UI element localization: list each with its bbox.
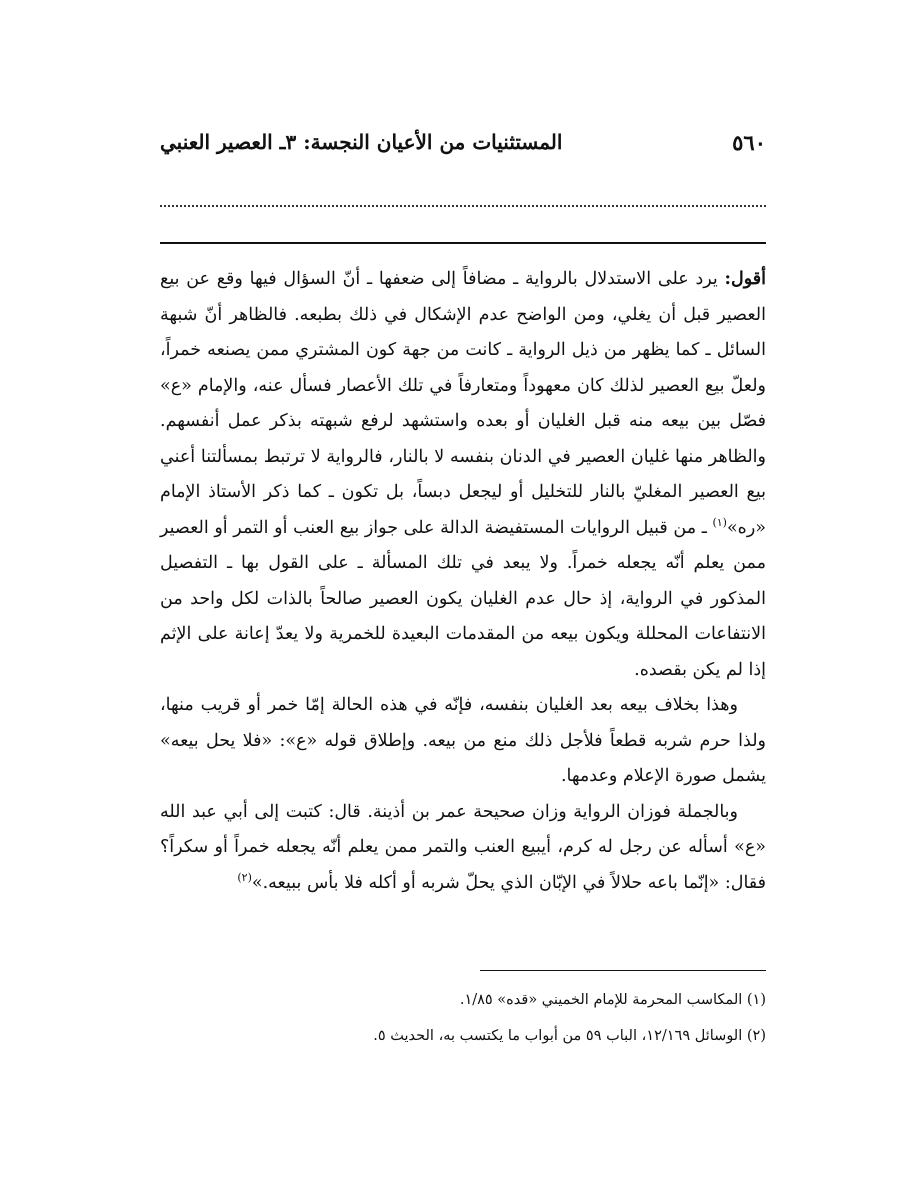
page-header [160,128,766,162]
footnote-1: (١) المكاسب المحرمة للإمام الخميني «قده» ١/٨٥. [459,992,766,1008]
footnotes [160,982,766,1054]
paragraph-1 [160,262,766,688]
paragraph-3-text: وبالجملة فوزان الرواية وزان صحيحة عمر بن أذينة. قال: كتبت إلى أبي عبد الله «ع» أسأله عن رجل له كرم، أيبيع العنب والتمر ممن يعلم أنّه يجعله خمراً أو سكراً؟ فقال: «إنّما باعه حلالاً في الإبّان الذي يحلّ شربه أو أكله فلا بأس ببيعه.» [160,801,766,893]
paragraph-1-text: يرد على الاستدلال بالرواية ـ مضافاً إلى ضعفها ـ أنّ السؤال فيها وقع عن بيع العصير قبل أن يغلي، ومن الواضح عدم الإشكال في ذلك بطبعه. فالظاهر أنّ شبهة السائل ـ كما يظهر من ذيل الرواية ـ كانت من جهة كون المشتري ممن يصنعه خمراً، ولعلّ بيع العصير لذلك كان معهوداً ومتعارفاً في تلك الأعصار فسأل عنه، والإمام «ع» فصّل بين بيعه منه قبل الغليان أو بعده واستشهد لرفع شبهته بذكر عمل أنفسهم. والظاهر منها غليان العصير في الدنان بنفسه لا بالنار، فالرواية لا ترتبط بمسألتنا أعني بيع العصير المغليّ بالنار للتخليل أو ليجعل دبساً، بل تكون ـ كما ذكر الأستاذ الإمام «ره» [160,269,766,538]
paragraph-2-text: وهذا بخلاف بيعه بعد الغليان بنفسه، فإنّه في هذه الحالة إمّا خمر أو قريب منها، ولذا حرم شربه قطعاً فلأجل ذلك منع من بيعه. وإطلاق قوله «ع»: «فلا يحل بيعه» يشمل صورة الإعلام وعدمها. [160,695,766,786]
footnote-2: (٢) الوسائل ١٢/١٦٩، الباب ٥٩ من أبواب ما يكتسب به، الحديث ٥. [373,1028,766,1044]
running-title: المستثنيات من الأعيان النجسة: ٣ـ العصير العنبي [160,130,563,154]
dotted-divider [160,205,766,207]
paragraph-1-text-cont: ـ من قبيل الروايات المستفيضة الدالة على جواز بيع العنب أو التمر أو العصير ممن يعلم أنّه يجعله خمراً. ولا يبعد في تلك المسألة ـ على القول بها ـ التفصيل المذكور في الرواية، إذ حال عدم الغليان يكون العصير صالحاً بالذات لكل واحد من الانتفاعات المحللة ويكون بيعه من المقدمات البعيدة للخمرية ولا يعدّ إعانة على الإثم إذا لم يكن بقصده. [160,517,766,680]
footnote-ref-1: (١) [712,515,727,529]
paragraph-lead: أقول: [724,269,766,289]
footnote-ref-2: (٢) [237,870,252,884]
main-text [160,262,766,901]
header-rule [160,242,766,244]
paragraph-3 [160,795,766,902]
paragraph-2 [160,688,766,795]
footnote-rule [480,970,766,971]
page-number: ٥٦٠ [732,130,766,155]
